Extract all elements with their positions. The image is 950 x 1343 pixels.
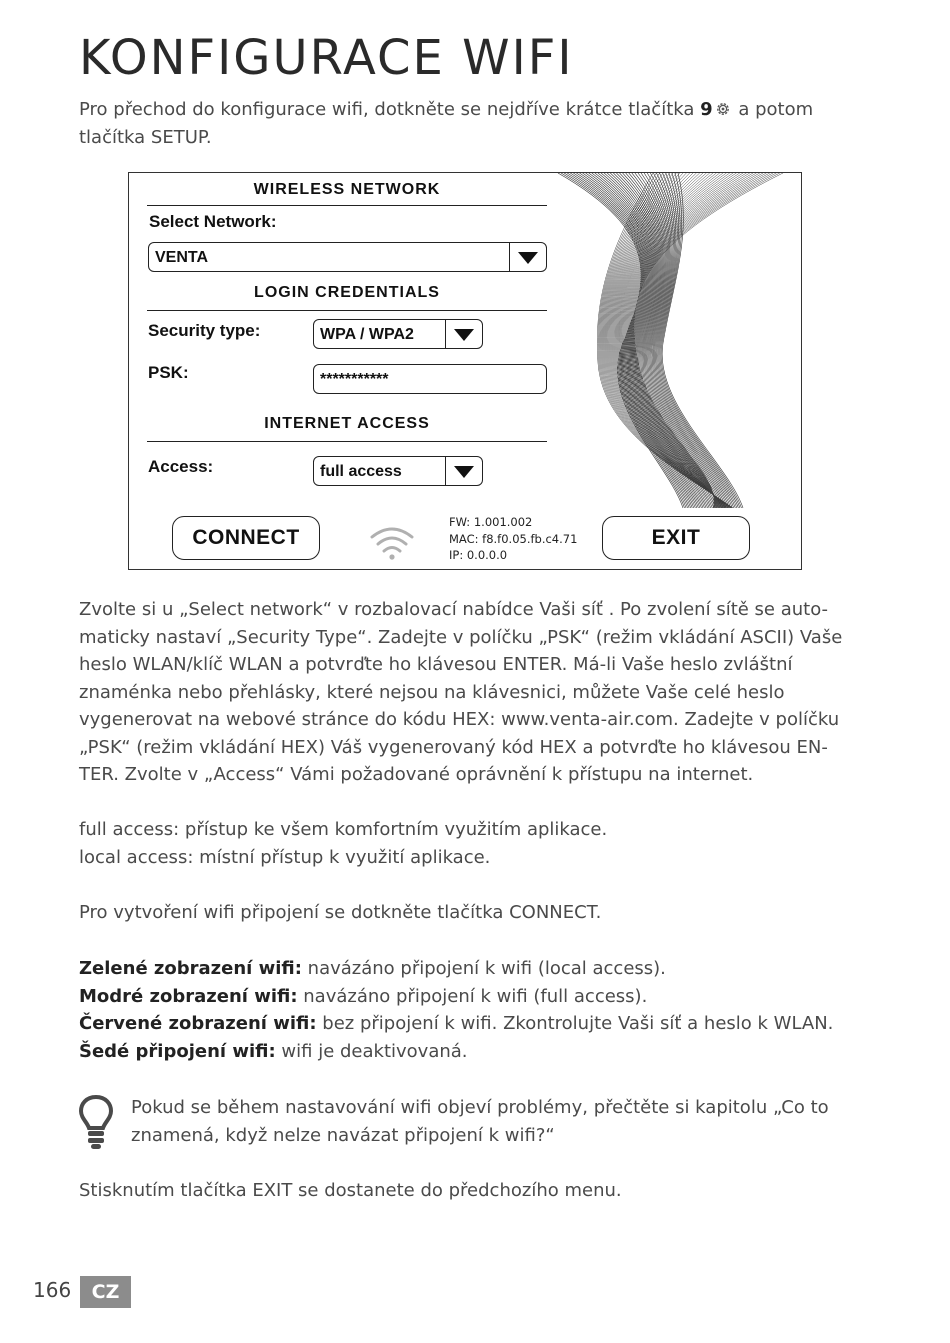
full-access-description: full access: přístup ke všem komfortním využitím aplikace. bbox=[79, 819, 608, 840]
status-green bbox=[79, 955, 869, 983]
tip-line: Pokud se během nastavování wifi objeví problémy, přečtěte si kapitolu „Co to bbox=[131, 1097, 829, 1118]
firmware-version: FW: 1.001.002 bbox=[449, 515, 533, 529]
lightbulb-icon bbox=[78, 1094, 114, 1150]
chevron-down-icon bbox=[454, 329, 474, 341]
wifi-icon bbox=[369, 523, 415, 561]
access-label: Access: bbox=[148, 457, 214, 476]
dropdown-toggle[interactable] bbox=[445, 457, 482, 485]
button-number: 9 bbox=[700, 99, 713, 120]
paragraph-line: heslo WLAN/klíč WLAN a potvrďte ho klávesou ENTER. Má-li Vaše heslo zvláštní bbox=[79, 654, 793, 675]
wifi-status-list bbox=[79, 955, 869, 1065]
paragraph-line: znaménka nebo přehlásky, které nejsou na klávesnici, můžete Vaše celé heslo bbox=[79, 681, 785, 703]
intro-text-1: Pro přechod do konfigurace wifi, dotkněte se nejdříve krátce tlačítka bbox=[79, 99, 701, 120]
status-label: Zelené zobrazení wifi: bbox=[79, 958, 302, 979]
network-select[interactable] bbox=[148, 242, 547, 272]
device-info bbox=[449, 514, 577, 564]
status-text: navázáno připojení k wifi (local access). bbox=[301, 958, 666, 979]
mac-address: MAC: f8.f0.05.fb.c4.71 bbox=[449, 531, 578, 546]
paragraph-line: „PSK“ (režim vkládání HEX) Váš vygenerovaný kód HEX a potvrďte ho klávesou EN- bbox=[79, 736, 828, 758]
wifi-config-screen bbox=[128, 172, 802, 570]
chevron-down-icon bbox=[518, 252, 538, 264]
status-label: Červené zobrazení wifi: bbox=[79, 1013, 317, 1034]
gear-icon bbox=[715, 101, 731, 117]
access-select[interactable] bbox=[313, 456, 483, 486]
security-type-select[interactable] bbox=[313, 319, 483, 349]
network-value: VENTA bbox=[155, 249, 209, 266]
internet-access-header: INTERNET ACCESS bbox=[264, 415, 430, 432]
exit-instruction: Stisknutím tlačítka EXIT se dostanete do předchozího menu. bbox=[79, 1180, 622, 1201]
select-network-label: Select Network: bbox=[149, 212, 277, 231]
page-number: 166 bbox=[33, 1278, 72, 1302]
language-badge: CZ bbox=[80, 1276, 131, 1308]
psk-label: PSK: bbox=[148, 363, 189, 382]
psk-field[interactable] bbox=[313, 364, 547, 394]
paragraph-line: Zvolte si u „Select network“ v rozbalovací nabídce Vaši síť . Po zvolení sítě se auto- bbox=[79, 599, 829, 620]
status-red bbox=[79, 1010, 869, 1038]
instructions-paragraph bbox=[79, 596, 869, 789]
connect-instruction: Pro vytvoření wifi připojení se dotkněte tlačítka CONNECT. bbox=[79, 902, 602, 923]
access-value: full access bbox=[320, 463, 402, 480]
intro-paragraph bbox=[79, 96, 869, 151]
page-title: KONFIGURACE WIFI bbox=[79, 30, 574, 86]
divider bbox=[147, 205, 547, 206]
chevron-down-icon bbox=[454, 466, 474, 478]
ip-address: IP: 0.0.0.0 bbox=[449, 548, 508, 562]
status-text: wifi je deaktivovaná. bbox=[275, 1040, 468, 1062]
status-grey bbox=[79, 1038, 869, 1066]
status-label: Šedé připojení wifi: bbox=[79, 1040, 276, 1062]
login-credentials-header: LOGIN CREDENTIALS bbox=[254, 284, 440, 301]
divider bbox=[147, 310, 547, 311]
tip-paragraph bbox=[131, 1094, 861, 1149]
paragraph-line: vygenerovat na webové stránce do kódu HEX: www.venta-air.com. Zadejte v políčku bbox=[79, 709, 840, 730]
status-blue bbox=[79, 983, 869, 1011]
status-text: navázáno připojení k wifi (full access). bbox=[297, 985, 648, 1007]
status-label: Modré zobrazení wifi: bbox=[79, 985, 298, 1007]
dropdown-toggle[interactable] bbox=[509, 243, 546, 271]
security-type-label: Security type: bbox=[148, 321, 261, 340]
paragraph-line: TER. Zvolte v „Access“ Vámi požadované oprávnění k přístupu na internet. bbox=[79, 764, 754, 785]
decorative-wave-graphic bbox=[553, 173, 803, 508]
connect-button[interactable]: CONNECT bbox=[172, 516, 320, 560]
dropdown-toggle[interactable] bbox=[445, 320, 482, 348]
paragraph-line: maticky nastaví „Security Type“. Zadejte v políčku „PSK“ (režim vkládání ASCII) Vaše bbox=[79, 626, 843, 648]
security-type-value: WPA / WPA2 bbox=[320, 326, 414, 343]
tip-line: znamená, když nelze navázat připojení k wifi?“ bbox=[131, 1124, 555, 1146]
wireless-network-header: WIRELESS NETWORK bbox=[253, 181, 441, 198]
exit-button[interactable]: EXIT bbox=[602, 516, 750, 560]
intro-text-2: a potom tlačítka SETUP. bbox=[79, 99, 814, 148]
psk-value: *********** bbox=[320, 371, 389, 388]
local-access-description: local access: místní přístup k využití aplikace. bbox=[79, 847, 491, 868]
status-text: bez připojení k wifi. Zkontrolujte Vaši síť a heslo k WLAN. bbox=[316, 1013, 834, 1034]
divider bbox=[147, 441, 547, 442]
